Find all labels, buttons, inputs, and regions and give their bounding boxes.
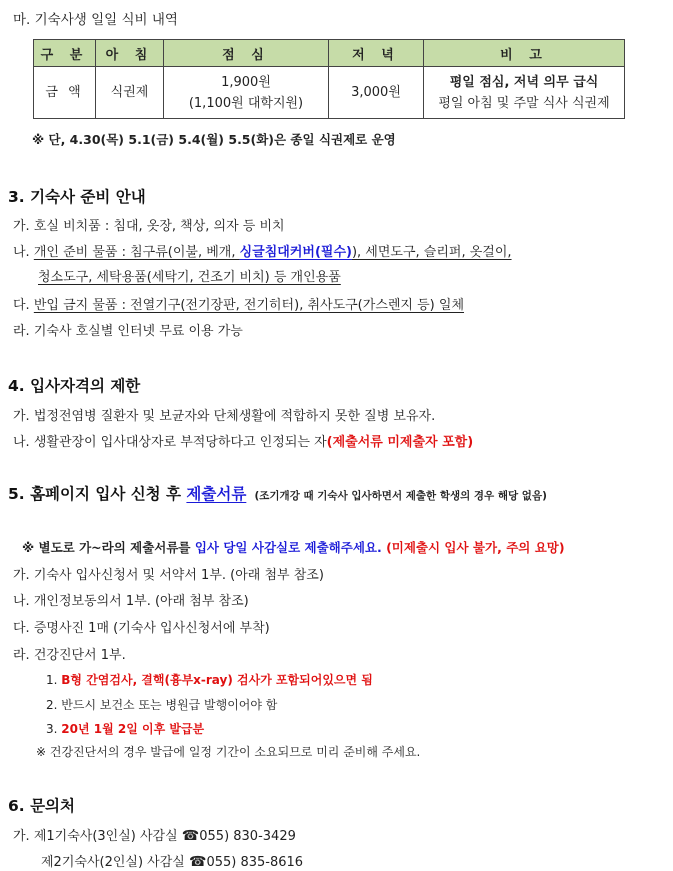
notice-blue: 입사 당일 사감실로 제출해주세요. [194, 540, 382, 555]
item-c-text: 반입 금지 물품 : 전열기구(전기장판, 전기히터), 취사도구(가스렌지 등) 일체 [33, 298, 465, 313]
section5-title-prefix: 5. 홈페이지 입사 신청 후 [8, 485, 187, 503]
telephone-icon: ☎ [188, 854, 207, 870]
meal-note: ※ 단, 4.30(목) 5.1(금) 5.4(월) 5.5(화)은 종일 식권제로 운영 [32, 132, 396, 147]
table-row [34, 67, 625, 119]
section3-title: 3. 기숙사 준비 안내 [8, 188, 146, 206]
section3-item-b-line2: 청소도구, 세탁용품(세탁기, 건조기 비치) 등 개인용품 [38, 270, 341, 285]
telephone-icon: ☎ [181, 828, 200, 844]
section4-item-b [13, 431, 473, 450]
contact1-label: 가. 제1기숙사(3인실) 사감실 [13, 829, 182, 844]
item-b-text-1: 개인 준비 물품 : 침구류(이불, 베개, [33, 245, 240, 260]
header-category: 구 분 [34, 40, 96, 67]
row-label: 금 액 [34, 67, 96, 119]
lunch-cell [164, 67, 329, 119]
notice-prefix: ※ 별도로 가~라의 제출서류를 [22, 540, 195, 555]
section5-item-b: 나. 개인정보동의서 1부. (아래 첨부 참조) [13, 594, 249, 609]
section5-sub-note: ※ 건강진단서의 경우 발급에 일정 기간이 소요되므로 미리 준비해 주세요. [36, 745, 421, 759]
section5-sub3 [46, 720, 204, 737]
contact-2 [41, 851, 303, 870]
section3-item-a: 가. 호실 비치품 : 침대, 옷장, 책상, 의자 등 비치 [13, 219, 285, 234]
section5-title-note: (조기개강 때 기숙사 입사하면서 제출한 학생의 경우 해당 없음) [254, 490, 547, 502]
section5-item-d: 라. 건강진단서 1부. [13, 648, 126, 663]
section5-item-c: 다. 증명사진 1매 (기숙사 입사신청서에 부착) [13, 621, 270, 636]
section6-title: 6. 문의처 [8, 797, 75, 815]
meal-cost-table [33, 39, 625, 119]
remark-cell [424, 67, 625, 119]
remark-plain: 평일 아침 및 주말 식사 식권제 [438, 95, 610, 111]
section3-item-b [13, 241, 512, 260]
contact2-label: 제2기숙사(2인실) 사감실 [41, 855, 189, 870]
meal-section-title: 마. 기숙사생 일일 식비 내역 [13, 12, 178, 28]
section5-title-link: 제출서류 [186, 485, 247, 503]
section3-item-d: 라. 기숙사 호실별 인터넷 무료 이용 가능 [13, 324, 243, 339]
notice-red: (미제출시 입사 불가, 주의 요망) [381, 540, 565, 555]
breakfast-cell: 식권제 [96, 67, 164, 119]
contact2-phone: 055) 835-8616 [206, 855, 304, 870]
item-b-highlight: 싱글침대커버(필수) [239, 245, 352, 260]
section3-item-c [13, 294, 464, 313]
item-b-prefix: 나. [13, 245, 34, 260]
sub3-text: 20년 1월 2일 이후 발급분 [61, 722, 205, 736]
section4-item-a: 가. 법정전염병 질환자 및 보균자와 단체생활에 적합하지 못한 질병 보유자. [13, 409, 436, 424]
contact-1 [13, 825, 296, 844]
item-b-text: 나. 생활관장이 입사대상자로 부적당하다고 인정되는 자 [13, 435, 327, 450]
lunch-price: 1,900원 [221, 74, 271, 90]
section5-notice [22, 538, 565, 556]
section5-sub1 [46, 671, 373, 688]
lunch-note: (1,100원 대학지원) [188, 95, 304, 111]
section4-title: 4. 입사자격의 제한 [8, 377, 141, 395]
sub1-text: B형 간염검사, 결핵(흉부x-ray) 검사가 포함되어있으면 됨 [61, 673, 373, 687]
section5-item-a: 가. 기숙사 입사신청서 및 서약서 1부. (아래 첨부 참조) [13, 568, 324, 583]
header-remark: 비 고 [424, 40, 625, 67]
sub3-num: 3. [46, 722, 58, 736]
item-b-text-2: ), 세면도구, 슬리퍼, 옷걸이, [351, 245, 512, 260]
section5-title [8, 482, 547, 504]
remark-bold: 평일 점심, 저녁 의무 급식 [449, 74, 599, 90]
header-lunch: 점 심 [164, 40, 329, 67]
header-dinner: 저 녁 [329, 40, 424, 67]
item-b-red: (제출서류 미제출자 포함) [326, 435, 474, 450]
item-c-prefix: 다. [13, 298, 34, 313]
sub1-num: 1. [46, 673, 58, 687]
contact1-phone: 055) 830-3429 [199, 829, 296, 844]
dinner-cell: 3,000원 [329, 67, 424, 119]
header-breakfast: 아 침 [96, 40, 164, 67]
table-header-row [34, 40, 625, 67]
section5-sub2: 2. 반드시 보건소 또는 병원급 발행이어야 함 [46, 698, 278, 712]
